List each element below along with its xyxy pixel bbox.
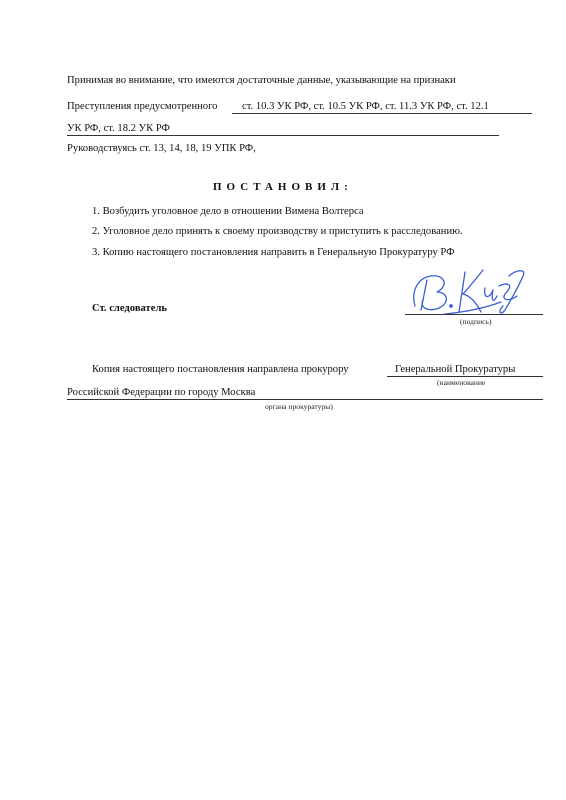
legal-basis-line: Руководствуясь ст. 13, 14, 18, 19 УПК РФ, bbox=[67, 143, 256, 154]
resolution-item-3: 3. Копию настоящего постановления направить в Генеральную Прокуратуру РФ bbox=[92, 247, 455, 258]
prosecutor-office-continued: Российской Федерации по городу Москва bbox=[67, 387, 543, 400]
resolution-item-1: 1. Возбудить уголовное дело в отношении Вимена Волтерса bbox=[92, 206, 364, 217]
signer-title: Ст. следователь bbox=[92, 303, 168, 314]
signature-line bbox=[405, 314, 543, 315]
copy-sent-line: Копия настоящего постановления направлена прокурору bbox=[92, 364, 349, 375]
resolution-heading: ПОСТАНОВИЛ: bbox=[213, 181, 353, 193]
signature-image bbox=[405, 262, 535, 322]
crime-prefix: Преступления предусмотренного bbox=[67, 101, 218, 112]
intro-line: Принимая во внимание, что имеются достаточные данные, указывающие на признаки bbox=[67, 75, 456, 86]
prosecutor-office-field: Генеральной Прокуратуры bbox=[387, 364, 543, 377]
prosecutor-caption-1: (наименование bbox=[437, 378, 486, 387]
resolution-item-2: 2. Уголовное дело принять к своему производству и приступить к расследованию. bbox=[92, 226, 463, 237]
prosecutor-caption-2: органа прокуратуры) bbox=[265, 402, 333, 411]
signature-caption: (подпись) bbox=[460, 317, 492, 326]
crime-articles-continued: УК РФ, ст. 18.2 УК РФ bbox=[67, 123, 499, 136]
crime-articles-field: ст. 10.3 УК РФ, ст. 10.5 УК РФ, ст. 11.3 УК РФ, ст. 12.1 bbox=[232, 101, 532, 114]
